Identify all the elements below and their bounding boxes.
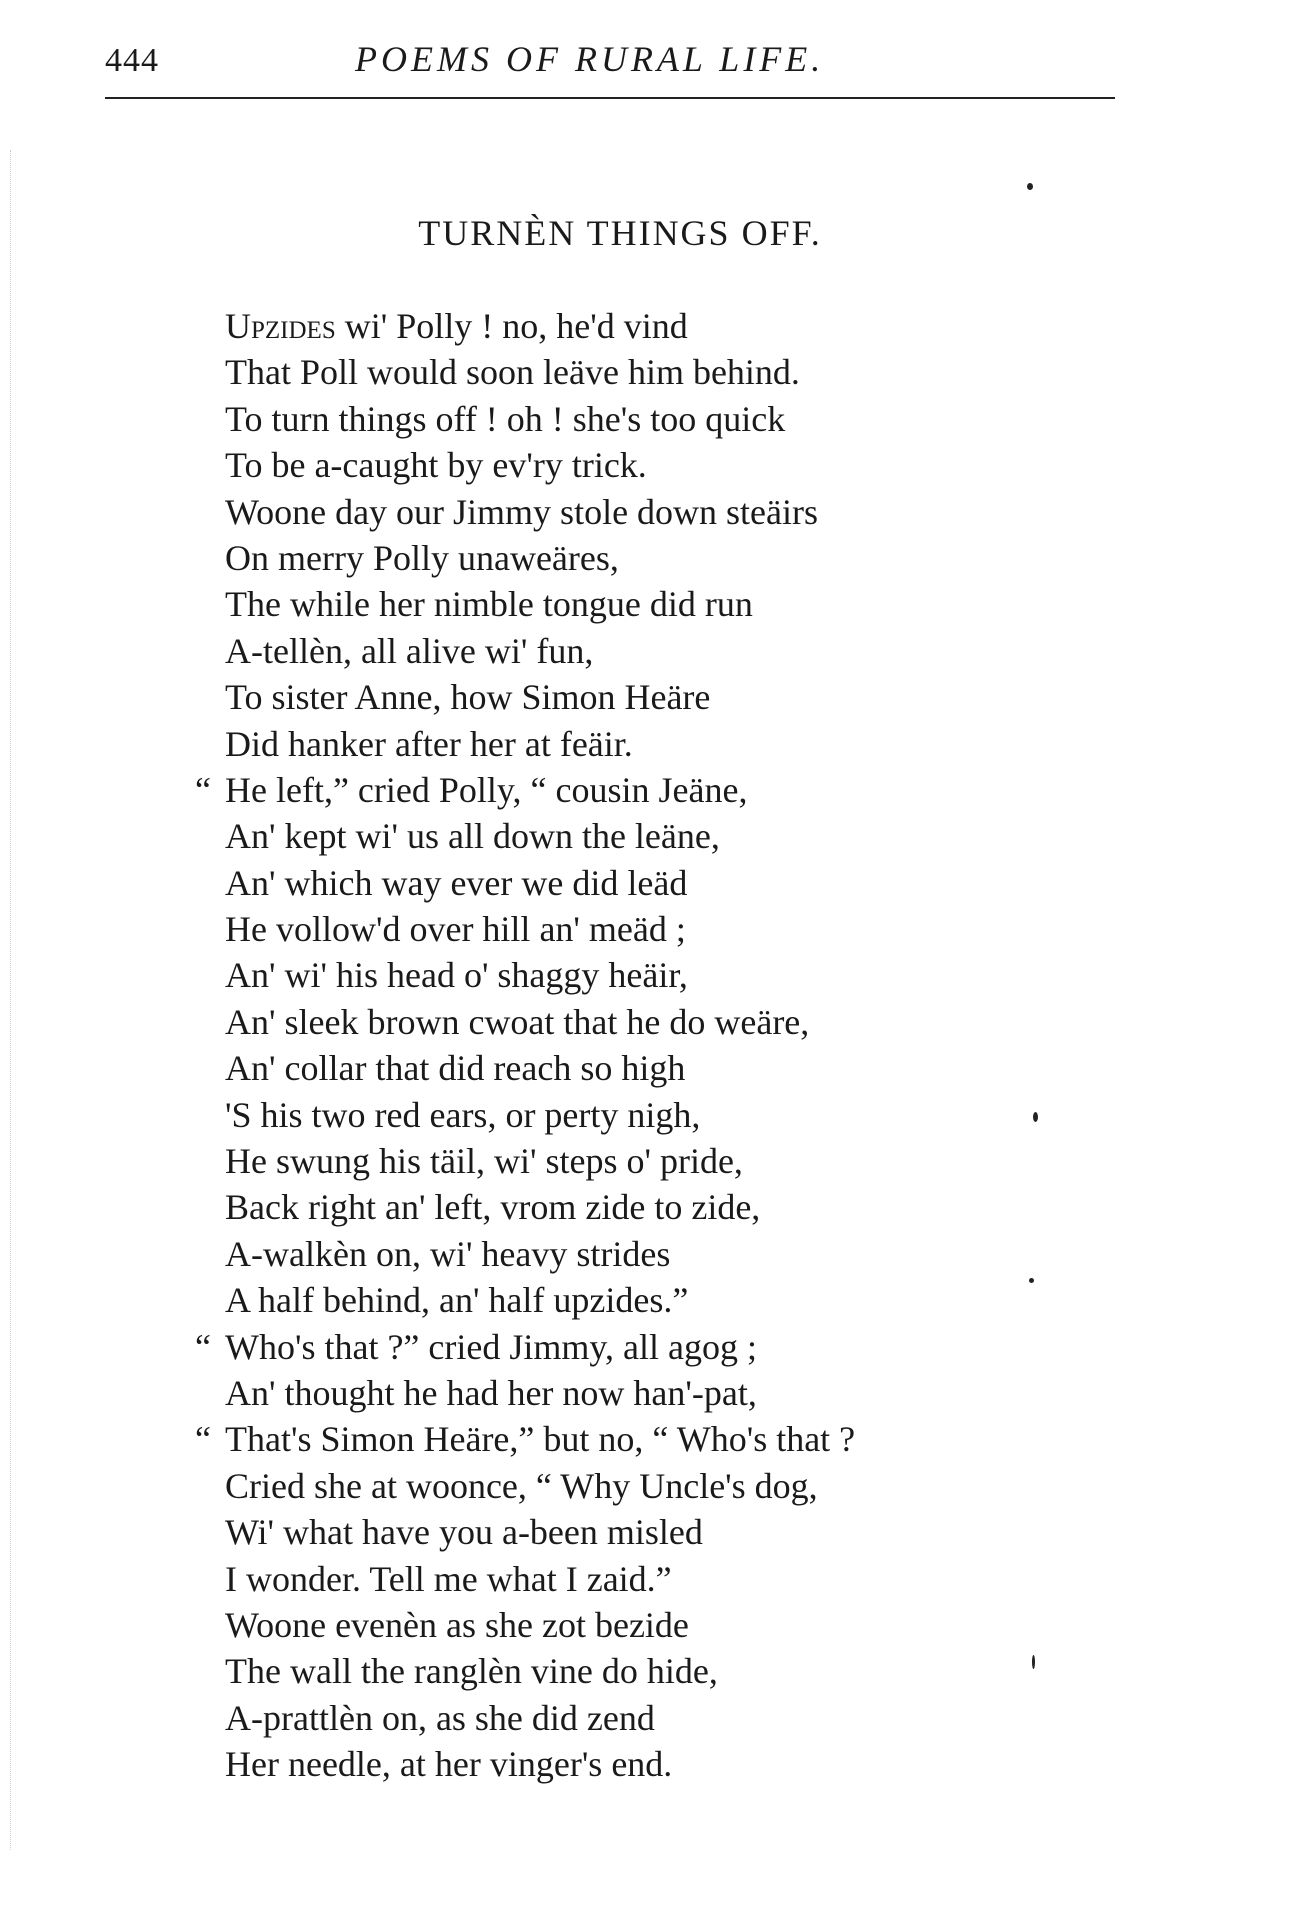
poem-line	[225, 396, 1045, 442]
poem-line	[225, 581, 1045, 627]
poem-line-text: To be a-caught by ev'ry trick.	[225, 445, 647, 486]
poem-line	[225, 674, 1045, 720]
poem-line	[225, 489, 1045, 535]
poem-line-text: Cried she at woonce, “ Why Uncle's dog,	[225, 1465, 818, 1506]
poem-line-text: An' kept wi' us all down the leäne,	[225, 816, 720, 857]
opening-quote-mark: “	[195, 1326, 211, 1367]
poem-line	[225, 303, 1045, 349]
poem-line	[225, 1092, 1045, 1138]
poem-line	[225, 1509, 1045, 1555]
poem-line	[225, 1602, 1045, 1648]
poem-line	[225, 999, 1045, 1045]
poem-line-text: He swung his täil, wi' steps o' pride,	[225, 1141, 743, 1182]
poem-line-text: A-prattlèn on, as she did zend	[225, 1697, 655, 1738]
poem-line	[195, 767, 1045, 813]
running-title: POEMS OF RURAL LIFE.	[355, 39, 825, 79]
first-word-smallcaps: Upzides	[225, 306, 336, 346]
poem-line-text: To turn things off ! oh ! she's too quick	[225, 398, 786, 439]
poem-line-text: To sister Anne, how Simon Heäre	[225, 677, 711, 718]
poem-line-text: Her needle, at her vinger's end.	[225, 1744, 673, 1785]
poem-line-text: 'S his two red ears, or perty nigh,	[225, 1094, 701, 1135]
opening-quote-mark: “	[195, 769, 211, 810]
page-number: 444	[105, 42, 159, 79]
poem-line	[225, 1045, 1045, 1091]
poem-line-text: Woone evenèn as she zot bezide	[225, 1604, 689, 1645]
opening-quote-mark: “	[195, 1419, 211, 1460]
poem-line-text: A-tellèn, all alive wi' fun,	[225, 630, 594, 671]
poem-line-text: I wonder. Tell me what I zaid.”	[225, 1558, 672, 1599]
ink-speck	[1027, 183, 1033, 190]
running-head	[105, 38, 1115, 98]
poem-line-text: An' which way ever we did leäd	[225, 862, 688, 903]
poem-line	[225, 1648, 1045, 1694]
ink-speck	[1033, 1112, 1038, 1122]
poem-line	[225, 1138, 1045, 1184]
poem-line	[225, 1741, 1045, 1787]
poem-line	[195, 1416, 1045, 1462]
poem-line-text: wi' Polly ! no, he'd vind	[335, 306, 688, 346]
poem-line	[225, 1231, 1045, 1277]
poem-line	[225, 349, 1045, 395]
poem-line-text: An' collar that did reach so high	[225, 1048, 686, 1089]
ink-speck	[1029, 1278, 1034, 1283]
poem-line	[225, 906, 1045, 952]
poem-line-text: Back right an' left, vrom zide to zide,	[225, 1187, 761, 1228]
poem-line-text: The wall the ranglèn vine do hide,	[225, 1651, 718, 1692]
poem-line-text: That Poll would soon leäve him behind.	[225, 352, 800, 393]
poem-body	[195, 303, 1045, 1788]
poem-line-text: On merry Polly unaweäres,	[225, 537, 619, 578]
poem-line	[225, 813, 1045, 859]
poem-line	[225, 1370, 1045, 1416]
poem-line-text: An' thought he had her now han'-pat,	[225, 1372, 757, 1413]
binding-edge	[10, 150, 13, 1850]
poem-line	[225, 628, 1045, 674]
poem-line-text: Did hanker after her at feäir.	[225, 723, 633, 764]
poem-line	[195, 1324, 1045, 1370]
poem-line-text: An' wi' his head o' shaggy heäir,	[225, 955, 688, 996]
poem-line-text: He left,” cried Polly, “ cousin Jeäne,	[225, 769, 748, 810]
poem-line	[225, 1463, 1045, 1509]
poem-line-text: Wi' what have you a-been misled	[225, 1512, 703, 1553]
poem-line-text: A-walkèn on, wi' heavy strides	[225, 1233, 671, 1274]
poem-line	[225, 1556, 1045, 1602]
poem-line-text: Who's that ?” cried Jimmy, all agog ;	[225, 1326, 758, 1367]
poem-line	[225, 952, 1045, 998]
poem-line	[225, 1277, 1045, 1323]
poem-line-text: That's Simon Heäre,” but no, “ Who's that ?	[225, 1419, 856, 1460]
poem-line-text: The while her nimble tongue did run	[225, 584, 753, 625]
poem-line	[225, 1184, 1045, 1230]
ink-speck	[1032, 1655, 1035, 1669]
poem-line-text: A half behind, an' half upzides.”	[225, 1280, 689, 1321]
poem-line-text: An' sleek brown cwoat that he do weäre,	[225, 1001, 810, 1042]
poem-line-text: He vollow'd over hill an' meäd ;	[225, 909, 686, 950]
poem-line	[225, 860, 1045, 906]
poem-line	[225, 442, 1045, 488]
header-rule	[105, 97, 1115, 99]
poem-title: TURNÈN THINGS OFF.	[418, 213, 822, 253]
poem-line	[225, 535, 1045, 581]
poem-line	[225, 721, 1045, 767]
poem-line-text: Woone day our Jimmy stole down steäirs	[225, 491, 819, 532]
poem-line	[225, 1695, 1045, 1741]
